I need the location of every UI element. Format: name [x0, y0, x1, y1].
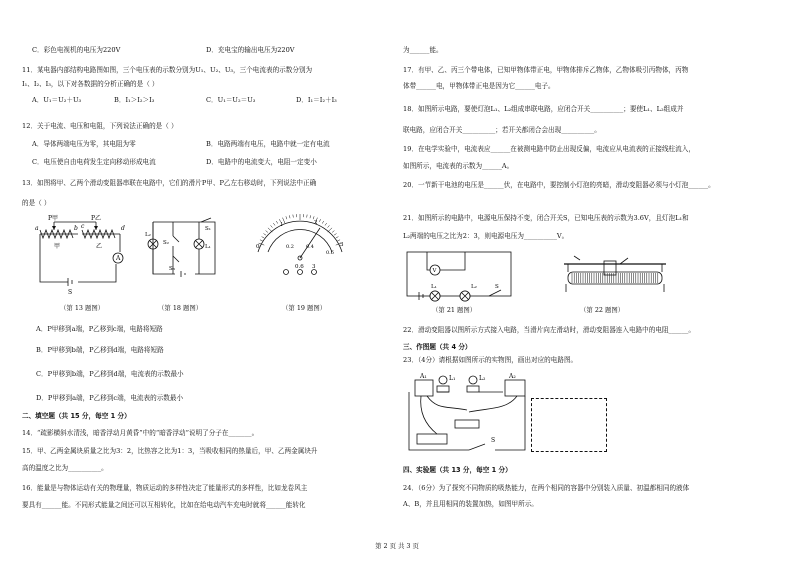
q11-option-d: D．I₁＝I₂＋I₃	[296, 96, 337, 104]
dial-tick	[276, 221, 278, 224]
q15-line1: 15．甲、乙两金属块质量之比为3：2，比热容之比为1：3，当吸收相同的热量后，甲、乙两金属块升	[22, 447, 318, 455]
q21-line2: L₂两端的电压之比为2：3，则电源电压为__________V。	[403, 232, 569, 240]
q18-line2: 联电路，应闭合开关__________；若开关都闭合会出现__________。	[403, 126, 601, 134]
q16-line2: 要具有______能。不同形式能量之间还可以互相转化，比如在给电动汽车充电时就将______能转化	[22, 501, 306, 509]
caption-fig19: （第 19 题图）	[282, 304, 327, 312]
q10-option-d: D．充电宝的输出电压为220V	[206, 46, 295, 54]
dial-label-04: 0.4	[306, 244, 314, 250]
fig18-label-s2: S₂	[163, 240, 169, 246]
q12-option-a: A．导体两端电压为零，其电阻为零	[32, 140, 136, 148]
dial-tick	[328, 228, 332, 232]
section-drawing-heading: 三、作图题（共 4 分）	[403, 343, 472, 351]
dial-term-3: 3	[312, 264, 316, 270]
dial-tick	[270, 225, 272, 227]
q14-text: 14．“疏影横斜水清浅，暗香浮动月黄昏”中的“暗香浮动”说明了分子在_______。	[22, 429, 259, 437]
fig23-label-s: S	[491, 437, 496, 444]
dial-tick	[262, 237, 265, 238]
section-fill-in-heading: 二、填空题（共 15 分，每空 1 分）	[22, 412, 131, 420]
fig19-ammeter-dial	[250, 218, 350, 280]
fig18-lamp-circuit	[145, 218, 235, 282]
q19-line2: 如图所示，电流表的示数为______A。	[403, 162, 514, 170]
q23-text: 23．（4分）请根据如图所示的实物图，画出对应的电路图。	[403, 356, 578, 364]
q20-text: 20．一节新干电池的电压是______伏，在电路中，要控制小灯泡的亮暗，滑动变阻器必须与小灯泡______。	[403, 181, 715, 189]
q17-line1: 17．有甲、乙、丙三个带电体，已知甲物体带正电，甲物体排斥乙物体，乙物体吸引丙物体，丙物	[403, 66, 689, 74]
fig13-ammeter-label: A	[116, 255, 121, 262]
q24-line2: A、B，并且用相同的装置加热，如图甲所示。	[403, 500, 538, 508]
fig13-label-yi: 乙	[96, 243, 103, 250]
dial-tick	[273, 223, 275, 225]
q11-stem-line2: I₁、I₂、I₃，以下对各数据的分析正确的是（ ）	[22, 80, 159, 88]
dial-tick	[334, 233, 336, 235]
fig18-label-s1: S₁	[205, 226, 211, 232]
q12-stem: 12．关于电流、电压和电阻，下列说法正确的是（ ）	[22, 122, 178, 130]
q10-option-c: C．彩色电视机的电压为220V	[32, 46, 121, 54]
caption-fig21: （第 21 题图）	[432, 306, 477, 314]
dial-tick	[286, 216, 287, 219]
fig13-label-c: c	[81, 223, 85, 230]
fig13-label-p-yi: P乙	[91, 215, 102, 222]
dial-label-0: 0	[256, 244, 260, 250]
q16-line3: 为______能。	[403, 46, 443, 54]
q22-text: 22．滑动变阻器以图所示方式接入电路，当滑片向左滑动时，滑动变阻器连入电路中的电阻______。	[403, 326, 695, 334]
caption-fig22: （第 22 题图）	[580, 306, 625, 314]
q13-option-a: A．P甲移到a端，P乙移到c端，电路将短路	[36, 325, 163, 333]
q12-option-d: D．电路中的电流变大，电阻一定变小	[206, 158, 317, 166]
fig23-label-a1: A₁	[420, 373, 427, 380]
fig13-label-d: d	[121, 225, 125, 232]
q11-option-a: A．U₁＝U₂＋U₃	[32, 96, 82, 104]
fig21-series-circuit	[405, 250, 515, 302]
q18-line1: 18．如图所示电路，要使灯泡L₁、L₂组成串联电路，应闭合开关__________；要使L₁、L₂组成并	[403, 105, 684, 113]
fig21-label-l1: L₁	[431, 284, 437, 290]
fig13-label-jia: 甲	[54, 243, 61, 250]
fig23-label-a2: A₂	[509, 373, 516, 380]
q13-stem-line2: 的是（ ）	[22, 199, 51, 207]
caption-fig13: （第 13 题图）	[60, 304, 105, 312]
q16-line1: 16．能量是与物体运动有关的物理量，物质运动的多样性决定了能量形式的多样性，比如龙卷风主	[22, 484, 308, 492]
dial-tick	[336, 237, 339, 238]
dial-label-02: 0.2	[286, 244, 294, 250]
dial-tick	[260, 240, 263, 241]
fig13-label-b: b	[74, 225, 78, 232]
fig18-label-l2: L₂	[145, 232, 151, 238]
dial-tick	[319, 219, 320, 222]
dial-tick	[310, 215, 311, 218]
dial-tick	[266, 231, 268, 233]
dial-tick	[332, 231, 334, 233]
dial-term-06: 0.6	[295, 264, 304, 270]
q15-line2: 高的温度之比为__________。	[22, 464, 108, 472]
fig13-switch-label: S	[68, 289, 73, 296]
fig23-label-l1: L₁	[449, 375, 456, 382]
q13-option-b: B．P甲移到b端，P乙移到d端，电路将短路	[36, 346, 164, 354]
dial-tick	[289, 215, 290, 218]
q12-option-b: B．电路两端有电压，电路中就一定有电流	[206, 140, 330, 148]
caption-fig18: （第 18 题图）	[158, 304, 203, 312]
fig13-label-a: a	[35, 225, 39, 232]
q12-option-c: C．电压使自由电荷发生定向移动形成电流	[32, 158, 156, 166]
q11-option-b: B．I₁＞I₂＞I₃	[114, 96, 155, 104]
fig18-label-s3: S₃	[169, 266, 175, 272]
q11-option-c: C．U₁＝U₂＝U₃	[206, 96, 256, 104]
q13-option-c: C．P甲移到b端，P乙移到d端，电流表的示数最小	[36, 370, 184, 378]
q23-drawing-box[interactable]	[531, 398, 607, 452]
q13-option-d: D．P甲移到a端，P乙移到c端，电流表的示数最小	[36, 394, 184, 402]
q13-stem-line1: 13．如图将甲、乙两个滑动变阻器串联在电路中，它们的滑片P甲、P乙左右移动时，下列说法中正确	[22, 179, 317, 187]
dial-tick	[313, 216, 314, 219]
page-footer: 第 2 页 共 3 页	[375, 542, 419, 550]
fig22-sliding-rheostat	[560, 256, 670, 296]
dial-tick	[327, 225, 329, 227]
dial-tick	[337, 240, 340, 241]
dial-tick	[263, 233, 265, 235]
fig13-rheostat-circuit	[34, 212, 126, 296]
dial-label-3: 3	[340, 242, 344, 248]
fig23-label-l2: L₂	[479, 375, 486, 382]
section-experiment-heading: 四、实验题（共 13 分，每空 1 分）	[403, 466, 512, 474]
q21-line1: 21．如图所示的电路中，电源电压保持不变，闭合开关S，已知电压表的示数为3.6V，且灯泡L₁和	[403, 214, 689, 222]
q11-stem-line1: 11．某电器内部结构电路图如图，三个电压表的示数分别为U₁、U₂、U₃，三个电流表的示数分别为	[22, 66, 313, 74]
fig23-physical-circuit	[407, 370, 539, 458]
dial-label-2: 2	[314, 220, 318, 226]
q19-line1: 19．在电学实验中，电流表应______在被测电路中防止出现反偏，电流应从电流表的正接线柱流入，	[403, 145, 695, 153]
fig21-voltmeter-label: V	[432, 268, 437, 274]
q24-line1: 24．（6分）为了探究不同物质的吸热能力，在两个相同的容器中分别装入质量、初温都相同的液体	[403, 484, 690, 492]
fig18-label-l1: L₁	[205, 244, 211, 250]
dial-label-1: 1	[280, 222, 284, 228]
fig21-label-s: S	[495, 284, 499, 290]
q17-line2: 体带______电，甲物体带正电是因为它______电子。	[403, 82, 555, 90]
dial-tick	[322, 221, 324, 224]
fig13-label-p-jia: P甲	[48, 215, 59, 222]
dial-tick	[268, 228, 272, 232]
fig21-label-l2: L₂	[471, 284, 477, 290]
dial-label-06: 0.6	[326, 250, 334, 256]
dial-tick	[325, 223, 327, 225]
